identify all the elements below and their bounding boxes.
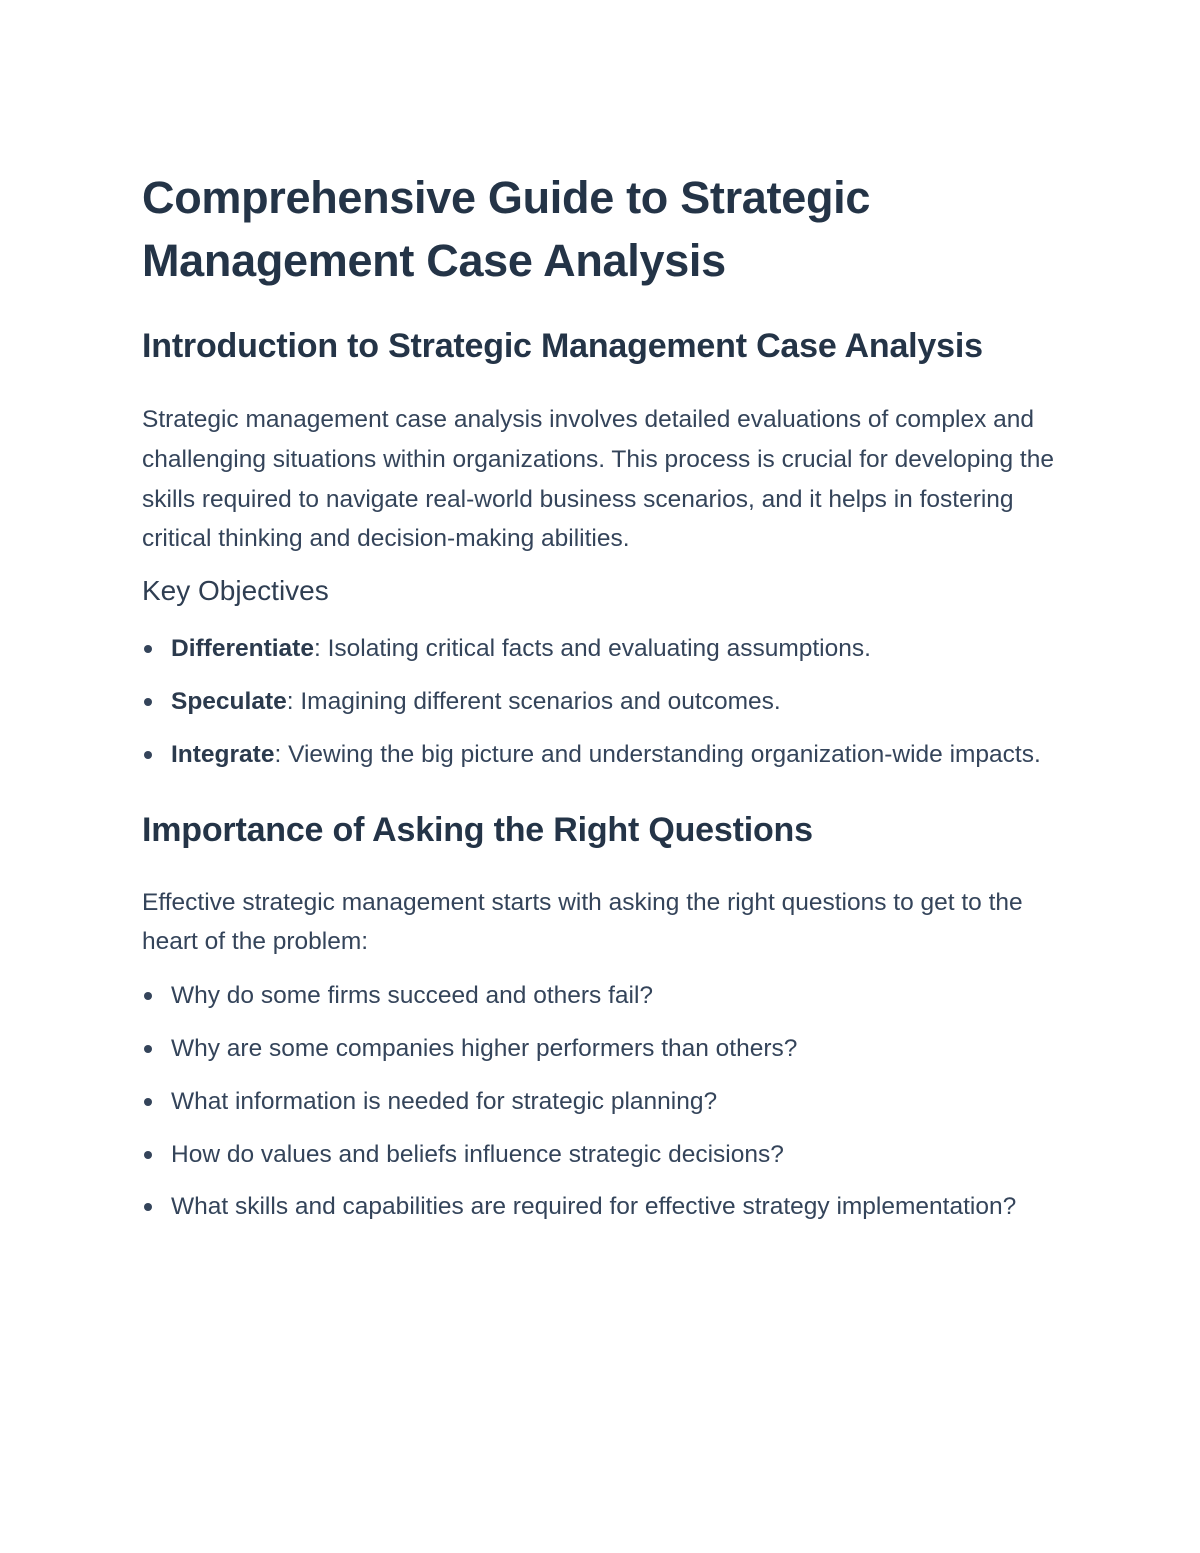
list-item [142, 1135, 1062, 1175]
bullet-icon [144, 1045, 152, 1053]
list-item [142, 976, 1062, 1016]
section-heading-importance: Importance of Asking the Right Questions [142, 810, 813, 849]
list-item [142, 1187, 1062, 1227]
objectives-list [142, 629, 1062, 774]
objective-text: : Viewing the big picture and understanding organization-wide impacts. [274, 740, 1041, 768]
intro-paragraph: Strategic management case analysis involves detailed evaluations of complex and challenging situations within organizations. This process is crucial for developing the skills required to navigate real-world business scenarios, and it helps in fostering critical thinking and decision-making abilities. [142, 406, 1054, 553]
question-text: Why are some companies higher performers than others? [171, 1034, 798, 1062]
objective-term: Differentiate [171, 635, 314, 663]
bullet-icon [144, 1098, 152, 1106]
list-item [142, 629, 1062, 669]
questions-intro-paragraph: Effective strategic management starts with asking the right questions to get to the heart of the problem: [142, 888, 1023, 956]
section-heading-introduction: Introduction to Strategic Management Case Analysis [142, 327, 983, 365]
bullet-icon [144, 1203, 152, 1211]
list-item [142, 1082, 1062, 1122]
question-text: What information is needed for strategic planning? [171, 1087, 718, 1115]
objective-term: Integrate [171, 740, 275, 768]
bullet-icon [144, 645, 152, 653]
document-page [142, 166, 1062, 1240]
subheading-key-objectives: Key Objectives [142, 575, 329, 607]
list-item [142, 682, 1062, 722]
questions-list [142, 976, 1062, 1227]
list-item [142, 1029, 1062, 1069]
bullet-icon [144, 698, 152, 706]
list-item [142, 735, 1062, 775]
objective-term: Speculate [171, 687, 287, 715]
objective-text: : Isolating critical facts and evaluating assumptions. [313, 635, 871, 663]
question-text: Why do some firms succeed and others fail? [171, 982, 654, 1010]
bullet-icon [144, 1151, 152, 1159]
bullet-icon [144, 992, 152, 1000]
document-title: Comprehensive Guide to Strategic Management Case Analysis [142, 172, 871, 286]
objective-text: : Imagining different scenarios and outcomes. [286, 687, 781, 715]
bullet-icon [144, 751, 152, 759]
question-text: How do values and beliefs influence strategic decisions? [171, 1140, 784, 1168]
question-text: What skills and capabilities are required for effective strategy implementation? [171, 1193, 1017, 1221]
